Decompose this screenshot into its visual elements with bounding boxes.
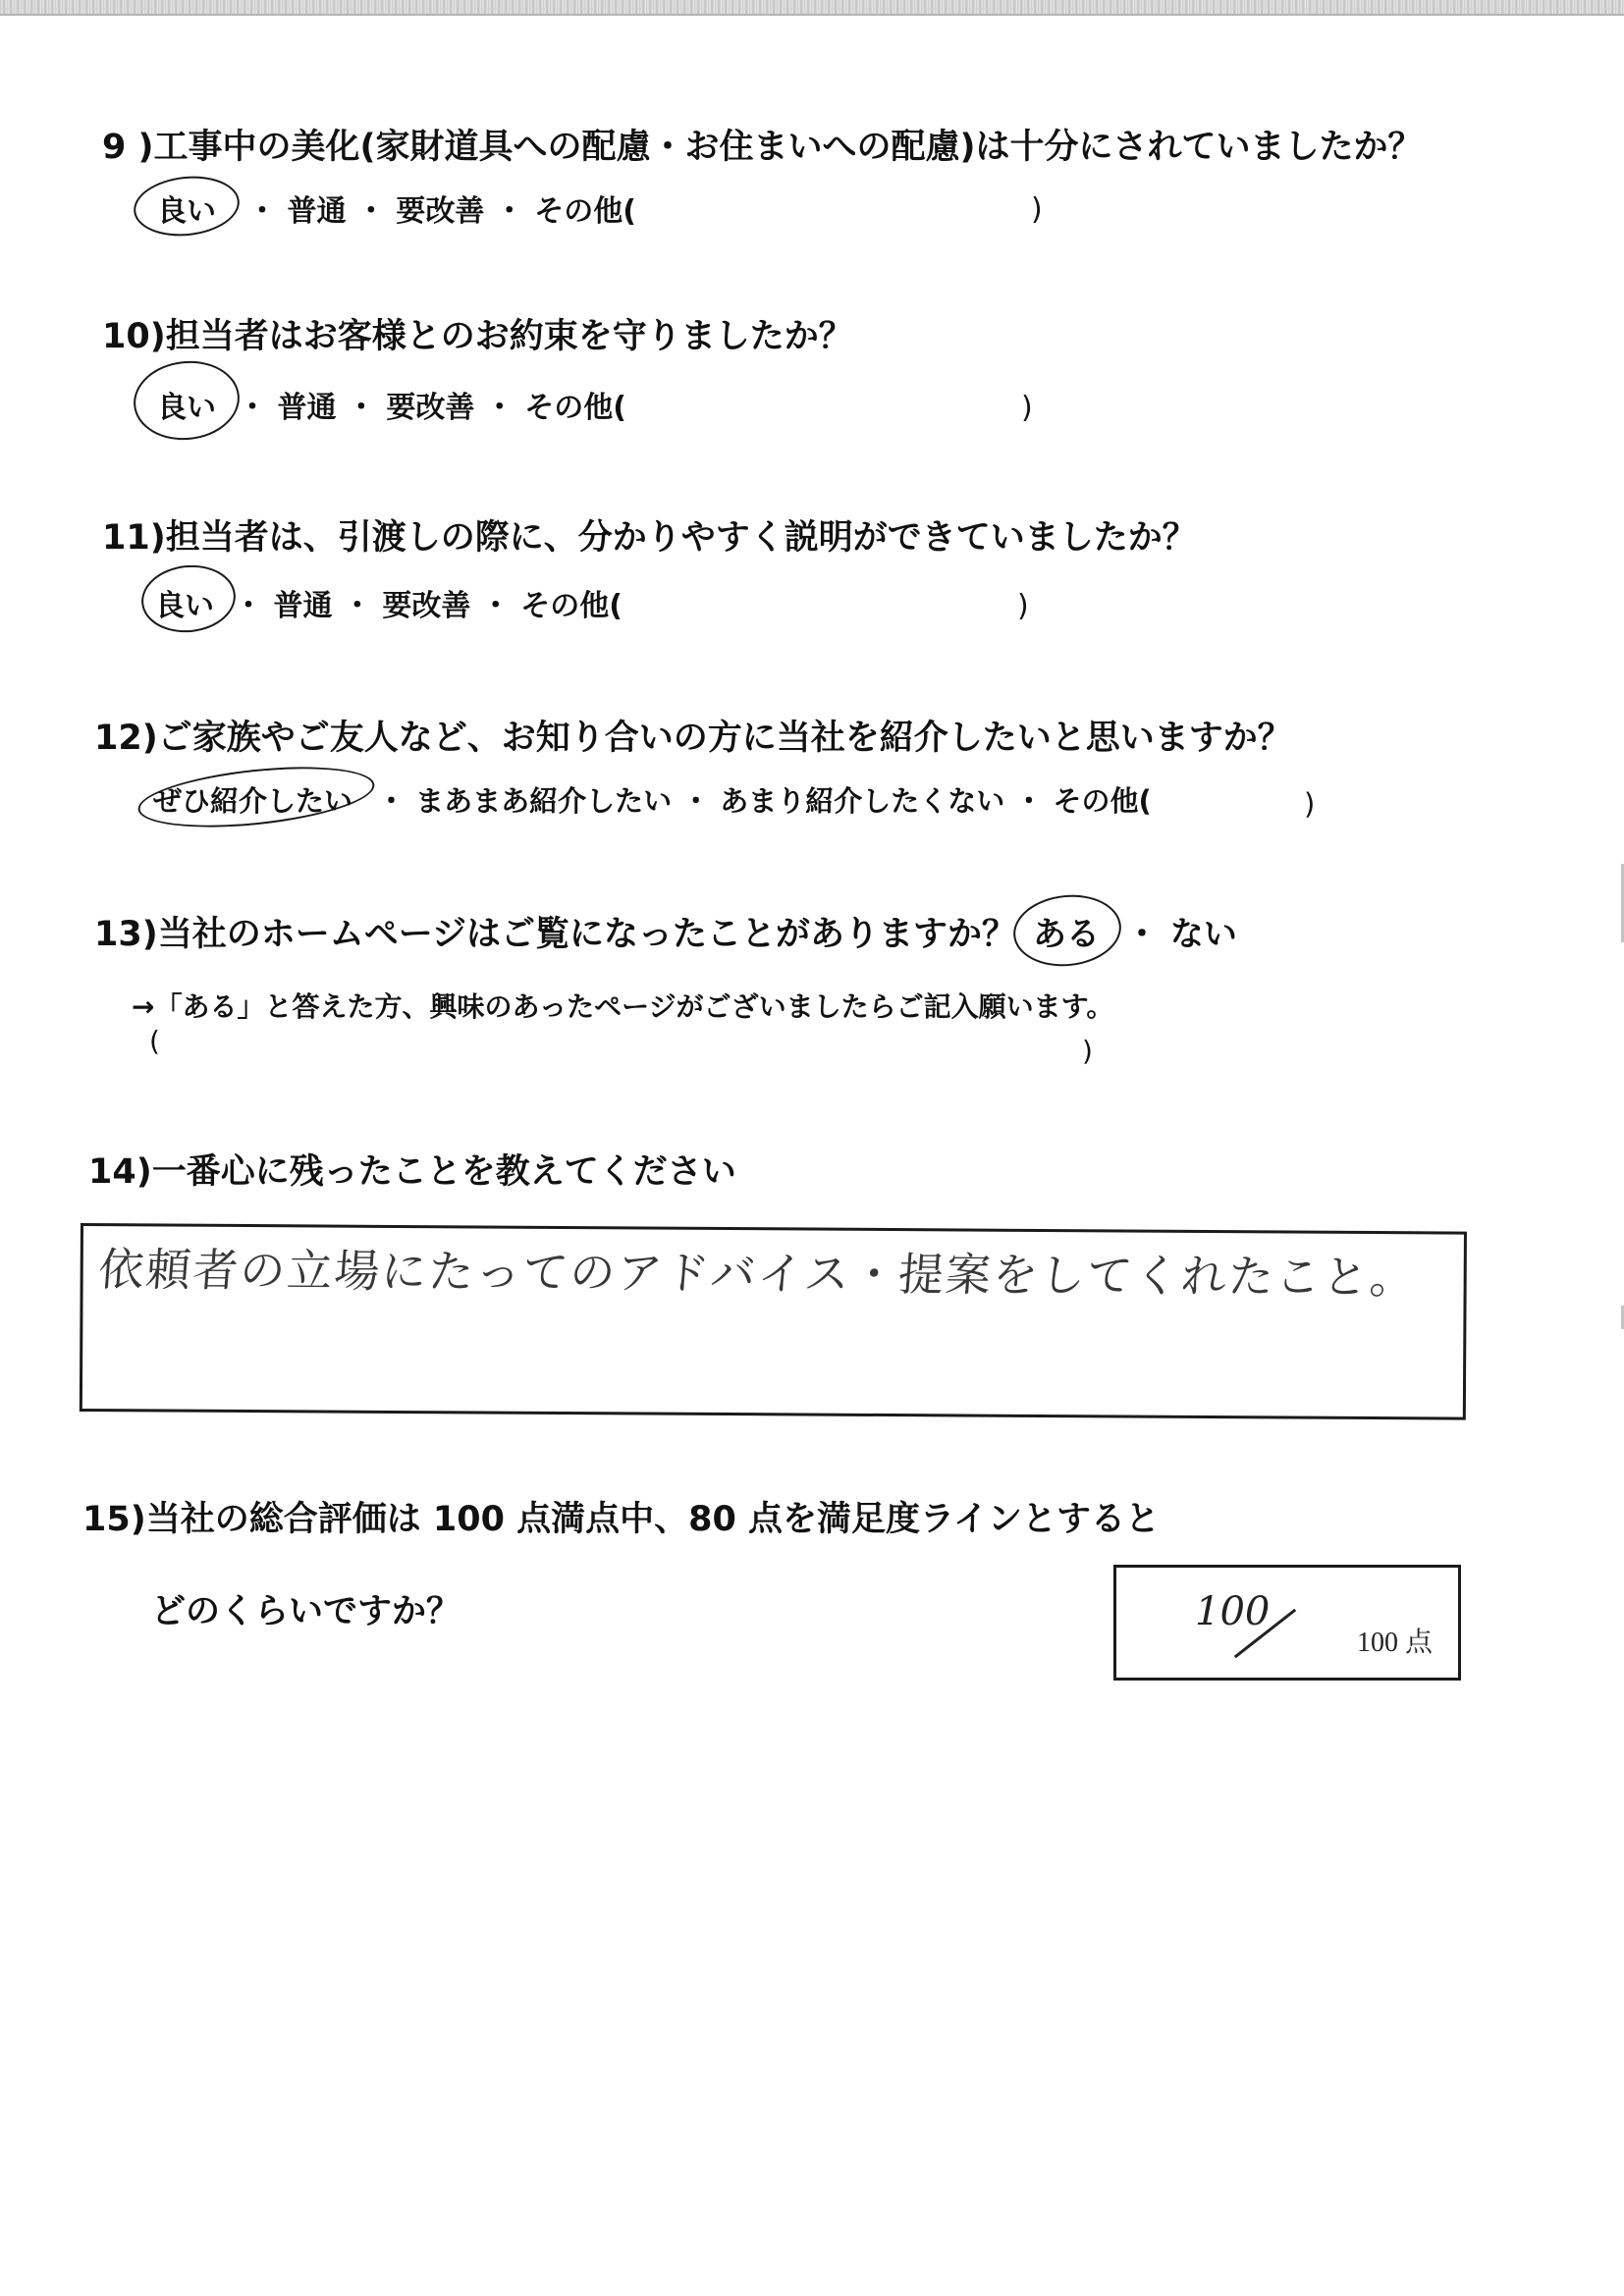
question-9: 9 )工事中の美化(家財道具への配慮・お住まいへの配慮)は十分にされていましたか？: [102, 128, 1423, 167]
q10-close-paren: ): [1021, 391, 1033, 425]
q13-option-yes[interactable]: ある: [1033, 915, 1100, 954]
q9-option-rest[interactable]: ・ 普通 ・ 要改善 ・ その他(: [247, 194, 636, 229]
q14-answer-box[interactable]: [80, 1223, 1467, 1420]
question-13: 13)当社のホームページはご覧になったことがありますか？: [94, 915, 1017, 954]
q15-score-box[interactable]: [1113, 1565, 1461, 1681]
q14-handwritten-answer: 依頼者の立場にたってのアドバイス・提案をしてくれたこと。: [96, 1243, 1420, 1305]
question-15-line2: どのくらいですか？: [151, 1592, 461, 1631]
question-15-line1: 15)当社の総合評価は 100 点満点中、80 点を満足度ラインとすると: [82, 1500, 1160, 1539]
q12-option-definitely[interactable]: ぜひ紹介したい: [153, 784, 353, 818]
q10-option-rest[interactable]: ・ 普通 ・ 要改善 ・ その他(: [238, 391, 626, 425]
scan-edge-line: [0, 14, 1624, 16]
scan-edge: [0, 0, 1624, 14]
q9-close-paren: ): [1031, 192, 1043, 227]
q13-option-no[interactable]: ・ ない: [1125, 915, 1237, 954]
q13-open-paren: (: [149, 1025, 160, 1057]
q13-close-paren: ): [1082, 1035, 1093, 1067]
question-14: 14)一番心に残ったことを教えてください: [88, 1152, 736, 1192]
q15-score-max: 100 点: [1356, 1628, 1433, 1658]
q10-option-good[interactable]: 良い: [157, 391, 216, 425]
q11-close-paren: ): [1017, 589, 1029, 623]
q9-option-good[interactable]: 良い: [157, 194, 216, 229]
question-10: 10)担当者はお客様とのお約束を守りましたか？: [102, 317, 853, 356]
question-11: 11)担当者は、引渡しの際に、分かりやすく説明ができていましたか？: [102, 518, 1197, 558]
q15-score-value: 100: [1195, 1589, 1271, 1634]
question-12: 12)ご家族やご友人など、お知り合いの方に当社を紹介したいと思いますか？: [94, 719, 1292, 758]
q12-option-rest[interactable]: ・ まあまあ紹介したい ・ あまり紹介したくない ・ その他(: [377, 784, 1152, 818]
q11-option-rest[interactable]: ・ 普通 ・ 要改善 ・ その他(: [234, 589, 623, 623]
q13-note: →「ある」と答えた方、興味のあったページがございましたらご記入願います。: [132, 990, 1114, 1023]
q12-close-paren: ): [1304, 787, 1316, 821]
q11-option-good[interactable]: 良い: [155, 589, 214, 623]
